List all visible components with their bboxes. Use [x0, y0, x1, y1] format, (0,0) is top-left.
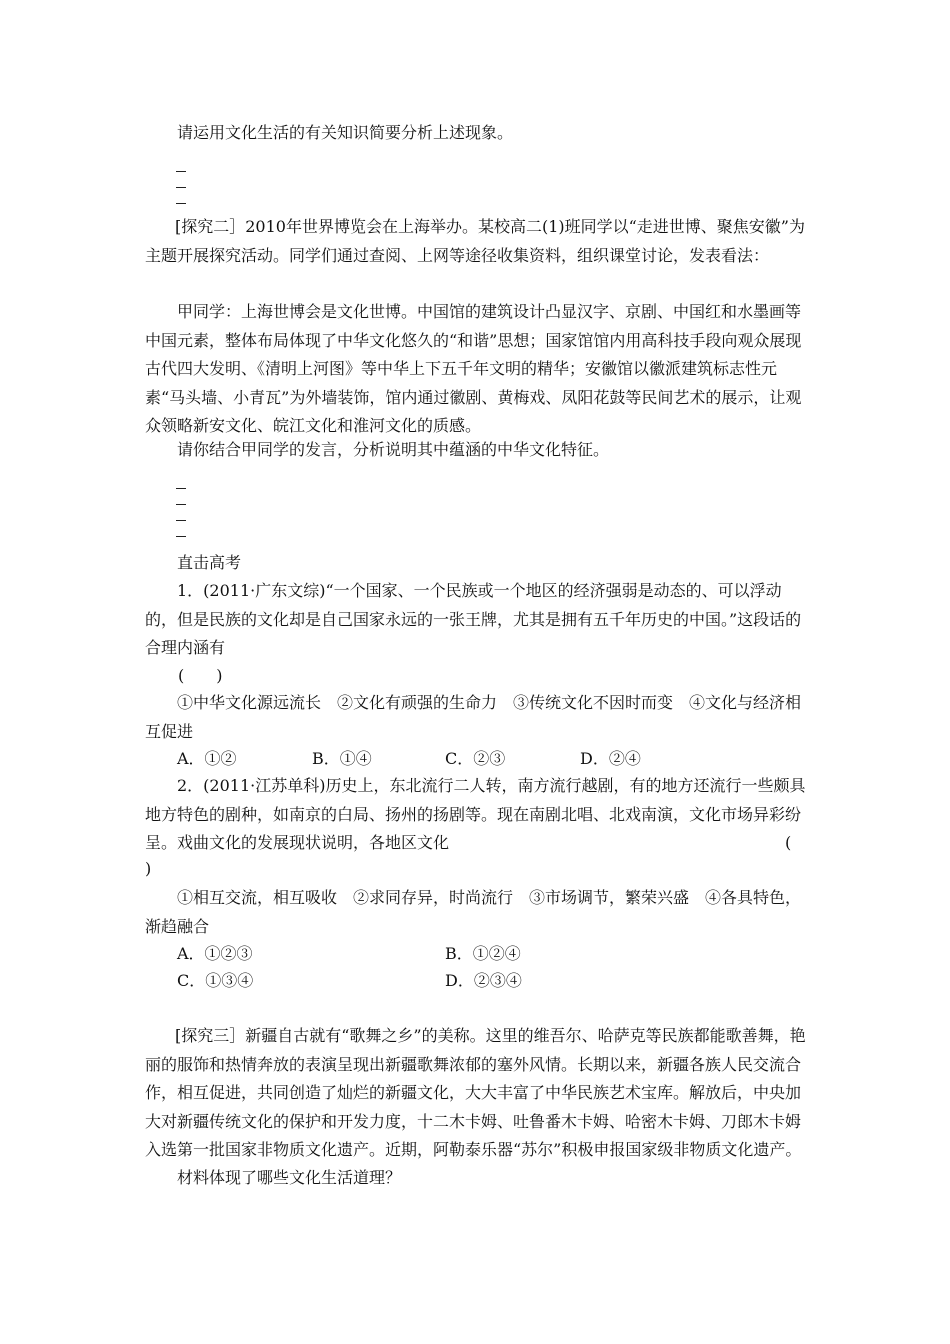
option-d: D．②③④	[445, 971, 522, 990]
option-c: C．②③	[445, 749, 506, 768]
answer-line	[176, 171, 186, 172]
answer-parentheses: ( )	[178, 666, 223, 685]
exam-question-1-statements: ①中华文化源远流长 ②文化有顽强的生命力 ③传统文化不因时而变 ④文化与经济相互促进	[145, 693, 802, 741]
inquiry-two-intro: [探究二］2010年世界博览会在上海举办。某校高二(1)班同学以“走进世博、聚焦安徽”为主题开展探究活动。同学们通过查阅、上网等途径收集资料，组织课堂讨论，发表看法：	[145, 217, 805, 265]
option-a: A．①②	[177, 749, 237, 768]
option-c: C．①③④	[177, 971, 254, 990]
answer-line	[176, 203, 186, 204]
option-d: D．②④	[580, 749, 641, 768]
student-a-statement: 甲同学：上海世博会是文化世博。中国馆的建筑设计凸显汉字、京剧、中国红和水墨画等中国元素，整体布局体现了中华文化悠久的“和谐”思想；国家馆馆内用高科技手段向观众展现古代四大发明、《清明上河图》等中华上下五千年文明的精华；安徽馆以徽派建筑标志性元素“马头墙、小青瓦”为外墙装饰，馆内通过徽剧、黄梅戏、凤阳花鼓等民间艺术的展示，让观众领略新安文化、皖江文化和淮河文化的质感。	[145, 302, 802, 435]
option-b: B．①④	[312, 749, 372, 768]
exam-question-1-stem: 1．(2011·广东文综)“一个国家、一个民族或一个地区的经济强弱是动态的、可以浮动的，但是民族的文化却是自己国家永远的一张王牌，尤其是拥有五千年历史的中国。”这段话的合理内涵有	[145, 581, 802, 657]
inquiry-three-text: [探究三］新疆自古就有“歌舞之乡”的美称。这里的维吾尔、哈萨克等民族都能歌善舞，艳丽的服饰和热情奔放的表演呈现出新疆歌舞浓郁的塞外风情。长期以来，新疆各族人民交流合作，相互促进，共同创造了灿烂的新疆文化，大大丰富了中华民族艺术宝库。解放后，中央加大对新疆传统文化的保护和开发力度，十二木卡姆、吐鲁番木卡姆、哈密木卡姆、刀郎木卡姆入选第一批国家非物质文化遗产。近期，阿勒泰乐器“苏尔”积极申报国家级非物质文化遗产。	[145, 1026, 806, 1159]
answer-paren-close: )	[145, 859, 152, 878]
question-prompt: 材料体现了哪些文化生活道理？	[177, 1168, 402, 1187]
answer-line	[176, 488, 186, 489]
exam-question-2-statements: ①相互交流，相互吸收 ②求同存异，时尚流行 ③市场调节，繁荣兴盛 ④各具特色，渐趋融合	[145, 888, 802, 936]
question-prompt: 请你结合甲同学的发言，分析说明其中蕴涵的中华文化特征。	[177, 440, 610, 459]
exam-question-2-stem: 2．(2011·江苏单科)历史上，东北流行二人转，南方流行越剧，有的地方还流行一些颇具地方特色的剧种，如南京的白局、扬州的扬剧等。现在南剧北唱、北戏南演，文化市场异彩纷呈。戏曲文化的发展现状说明，各地区文化	[145, 776, 806, 852]
question-prompt: 请运用文化生活的有关知识简要分析上述现象。	[177, 123, 514, 142]
answer-line	[176, 187, 186, 188]
option-b: B．①②④	[445, 944, 521, 963]
answer-line	[176, 504, 186, 505]
answer-line	[176, 520, 186, 521]
section-title: 直击高考	[177, 553, 242, 572]
option-a: A．①②③	[177, 944, 253, 963]
answer-line	[176, 536, 186, 537]
answer-paren-open: (	[785, 833, 792, 852]
